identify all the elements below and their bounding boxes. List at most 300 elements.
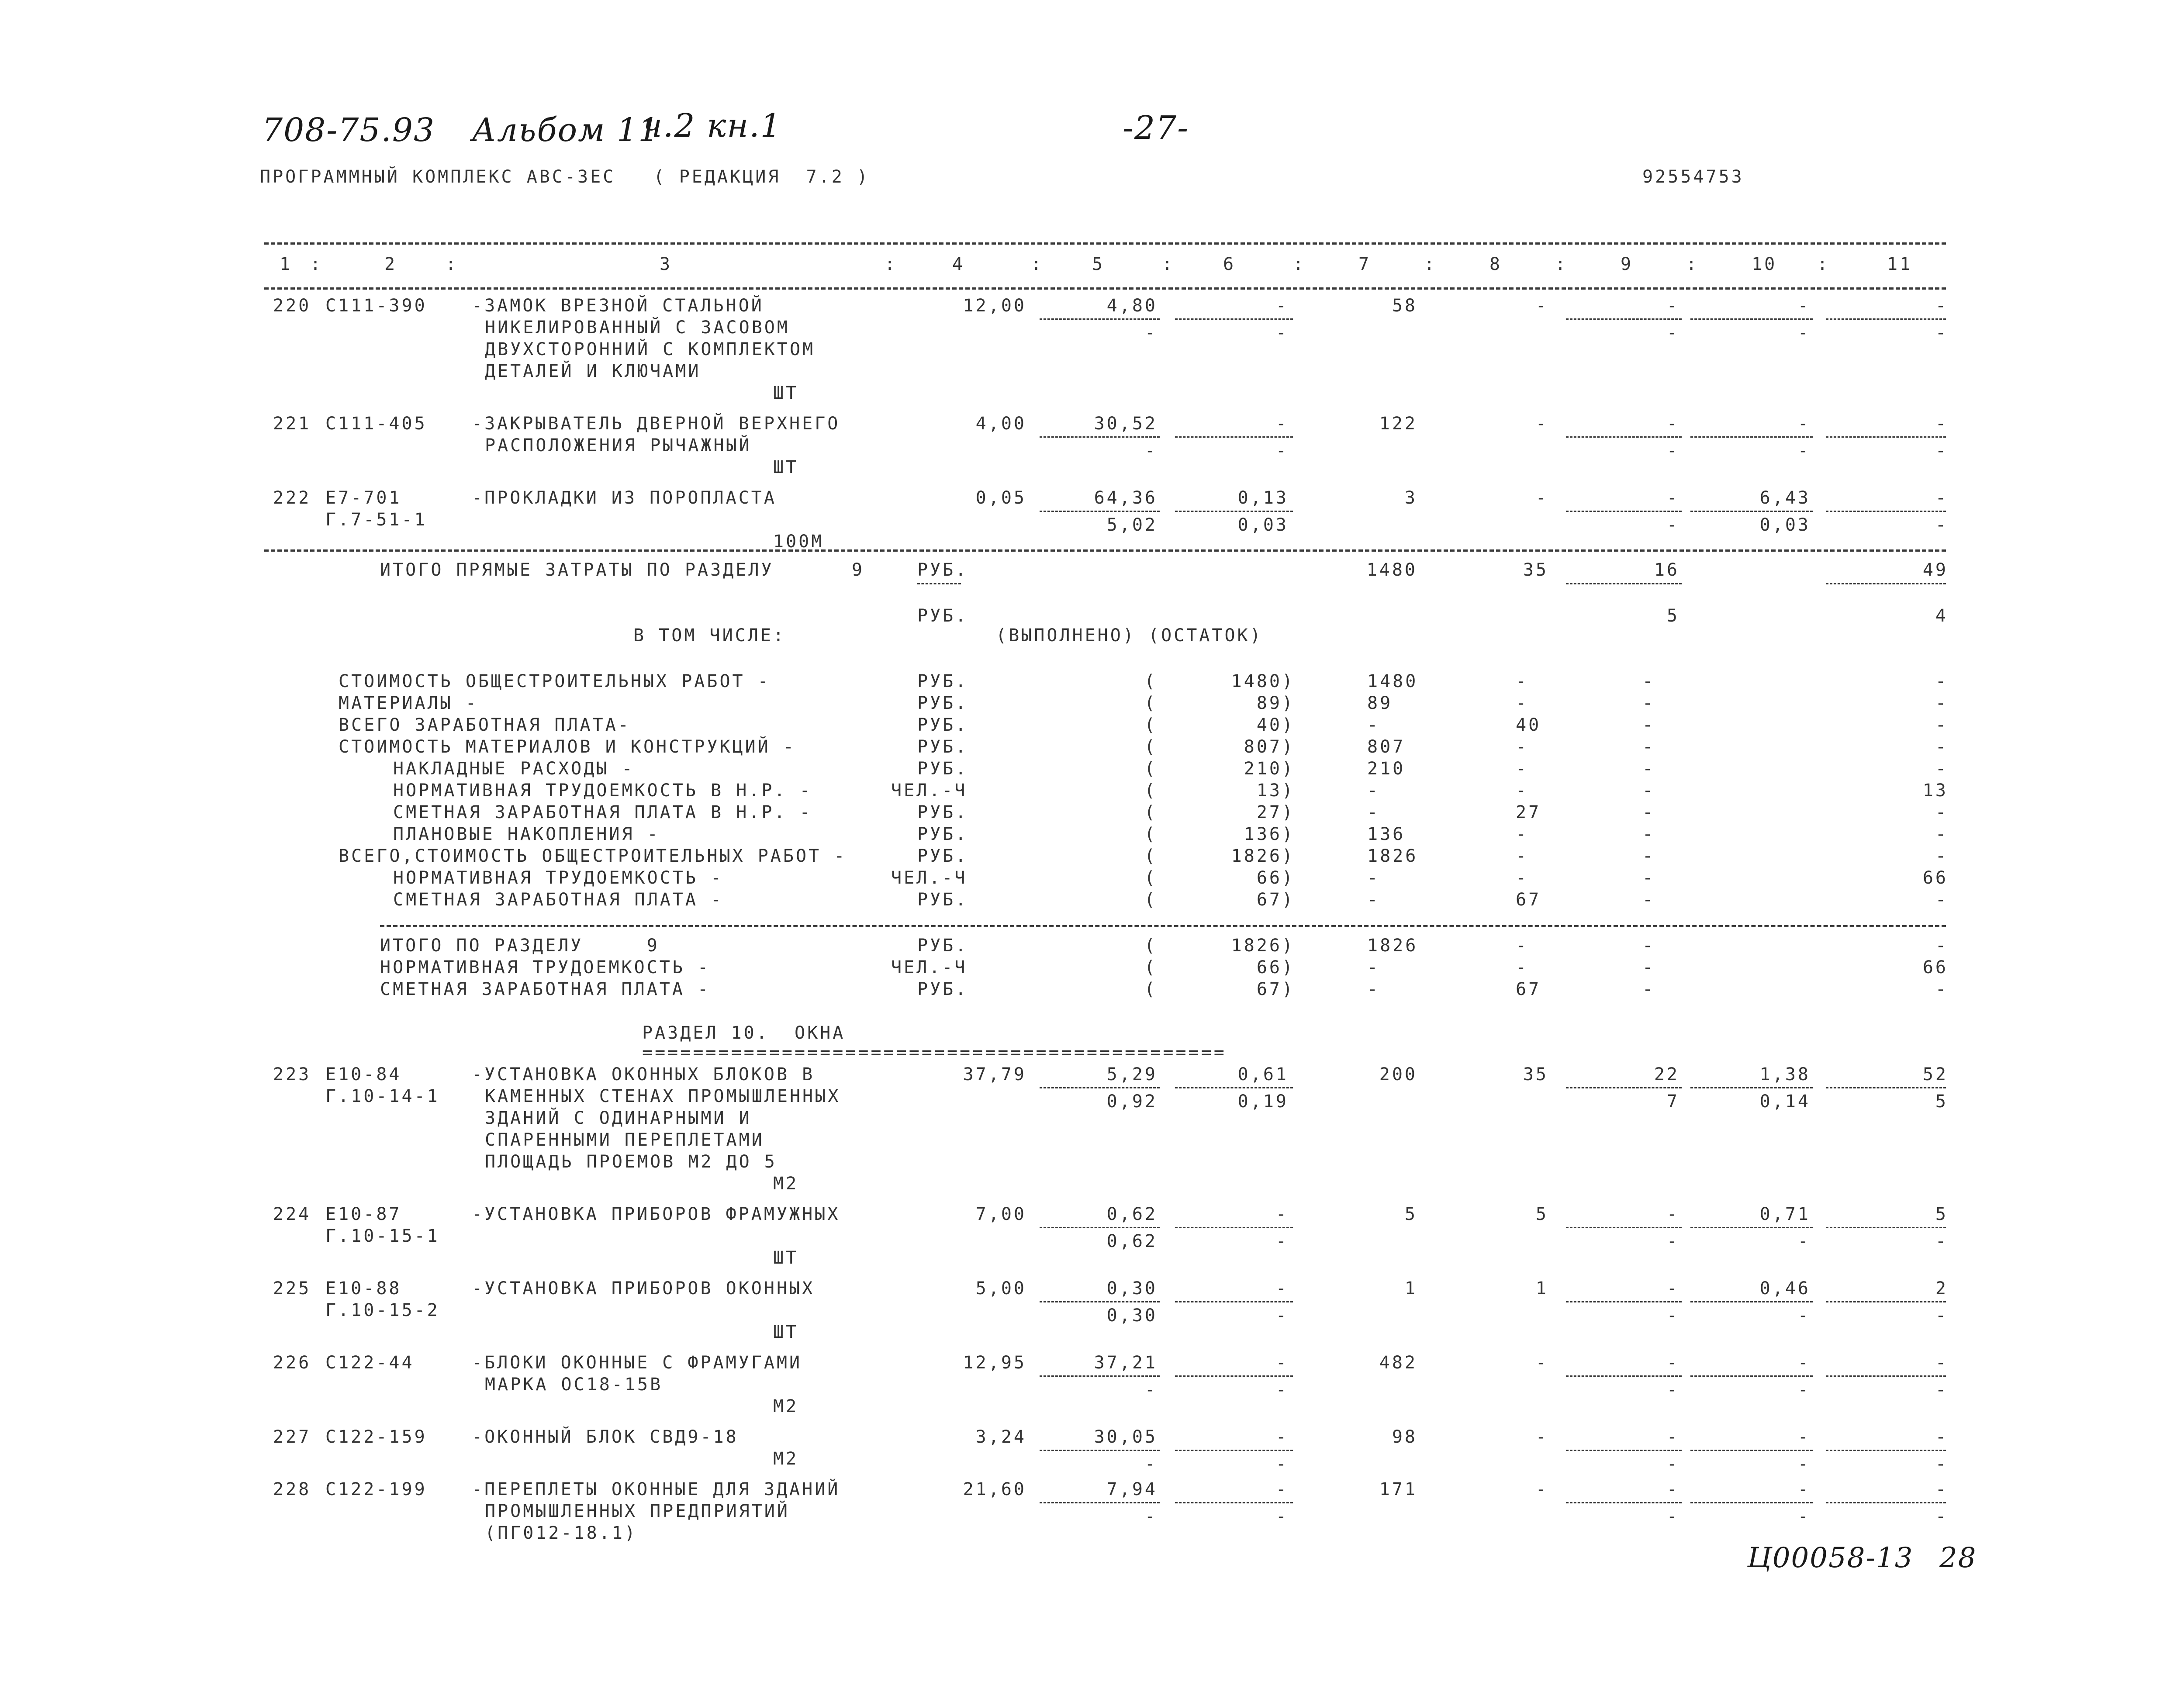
section-total-c9: - [1642,957,1655,978]
cell-separator [1175,1227,1293,1228]
cell-c10: - [1797,296,1811,316]
item-description-line: -УСТАНОВКА ПРИБОРОВ ОКОННЫХ [472,1278,815,1299]
total-c7: 1480 [1366,560,1417,580]
cell-b6: - [1275,1454,1289,1474]
cell-c5: 30,52 [1094,414,1158,434]
section-total-unit: ЧЕЛ.-Ч [891,957,968,978]
cell-c10: 6,43 [1759,488,1811,508]
paren-close: ) [1282,868,1295,888]
section-total-c8: - [1516,936,1529,956]
paren-open: ( [1144,824,1158,844]
breakdown-done: 136 [1244,824,1282,844]
handwritten-stamp: Ц00058-13 [1747,1542,1914,1574]
item-unit: М2 [773,1449,799,1469]
breakdown-unit: РУБ. [917,802,968,822]
column-separator: : [1293,254,1306,274]
item-unit: М2 [773,1174,799,1194]
cell-separator [1040,511,1160,512]
breakdown-c9: - [1642,802,1655,822]
item-number: 228 [273,1479,311,1499]
cell-c11: 5 [1935,1204,1948,1224]
paren-close: ) [1282,715,1295,735]
cell-c10: - [1797,414,1811,434]
cell-b10: - [1797,323,1811,343]
column-separator: : [1162,254,1175,274]
column-header-7: 7 [1358,254,1372,274]
section-total-done: 67 [1256,979,1282,999]
item-description-line: РАСПОЛОЖЕНИЯ РЫЧАЖНЫЙ [485,435,752,456]
cell-c8: 35 [1523,1064,1548,1085]
breakdown-c8: 27 [1516,802,1541,822]
breakdown-c7: 1826 [1367,846,1418,866]
breakdown-label: СМЕТНАЯ ЗАРАБОТНАЯ ПЛАТА В Н.Р. - [393,802,812,822]
breakdown-unit: РУБ. [917,693,968,713]
breakdown-c7: - [1367,802,1380,822]
cell-b11: - [1935,1506,1948,1527]
cell-c9: 22 [1654,1064,1679,1085]
cell-b9: - [1666,1506,1679,1527]
cell-c4: 12,00 [963,296,1026,316]
cell-c4: 4,00 [975,414,1026,434]
breakdown-c7: - [1367,715,1380,735]
paren-open: ( [1144,802,1158,822]
cell-separator [1826,583,1946,584]
cell-b6: - [1275,1306,1289,1326]
cell-c8: - [1535,414,1548,434]
paren-close: ) [1282,957,1295,978]
item-description-line: ЗДАНИЙ С ОДИНАРНЫМИ И [485,1108,752,1128]
breakdown-label: МАТЕРИАЛЫ - [339,693,478,713]
item-code: C122-159 [325,1427,427,1447]
cell-b5: - [1144,441,1158,461]
cell-c10: - [1797,1353,1811,1373]
cell-c5: 30,05 [1094,1427,1158,1447]
cell-c11: - [1935,1427,1948,1447]
item-code-2: Г.10-15-2 [325,1300,440,1320]
cell-c7: 58 [1392,296,1417,316]
cell-c5: 0,62 [1106,1204,1158,1224]
item-description-line: ПЛОЩАДЬ ПРОЕМОВ М2 ДО 5 [485,1152,777,1172]
breakdown-c11: - [1935,824,1948,844]
cell-separator [1690,1450,1813,1451]
cell-c8: - [1535,488,1548,508]
cell-b5: 0,62 [1106,1231,1158,1251]
item-code: E10-88 [325,1278,402,1299]
breakdown-c9: - [1642,715,1655,735]
cell-b5: - [1144,1454,1158,1474]
column-header-8: 8 [1489,254,1503,274]
column-header-1: 1 [280,254,293,274]
breakdown-c7: 210 [1367,759,1406,779]
cell-separator [1690,1087,1813,1088]
cell-c8: - [1535,1479,1548,1499]
cell-b6: 0,19 [1237,1092,1289,1112]
breakdown-c11: - [1935,846,1948,866]
cell-c8: - [1535,1353,1548,1373]
cell-c6: 0,13 [1237,488,1289,508]
cell-c6: - [1275,1204,1289,1224]
cell-b9: - [1666,515,1679,535]
total-c9: 16 [1654,560,1679,580]
paren-open: ( [1144,957,1158,978]
breakdown-c8: - [1516,671,1529,691]
breakdown-label: СТОИМОСТЬ ОБЩЕСТРОИТЕЛЬНЫХ РАБОТ - [339,671,771,691]
cell-separator [1566,1502,1682,1503]
cell-b5: - [1144,1506,1158,1527]
breakdown-c9: - [1642,759,1655,779]
cell-c4: 7,00 [975,1204,1026,1224]
item-unit: ШТ [773,1322,799,1342]
cell-b5: 0,92 [1106,1092,1158,1112]
cell-b5: - [1144,323,1158,343]
cell-c9: - [1666,1427,1679,1447]
cell-b10: - [1797,1231,1811,1251]
cell-separator [1826,1450,1946,1451]
item-description-line: -ЗАКРЫВАТЕЛЬ ДВЕРНОЙ ВЕРХНЕГО [472,414,840,434]
column-header-3: 3 [660,254,673,274]
breakdown-c9: - [1642,693,1655,713]
item-unit: ШТ [773,383,799,403]
cell-b9: - [1666,1231,1679,1251]
breakdown-unit: ЧЕЛ.-Ч [891,868,968,888]
cell-b6: - [1275,1231,1289,1251]
section-total-c8: - [1516,957,1529,978]
cell-c6: 0,61 [1237,1064,1289,1085]
paren-close: ) [1282,737,1295,757]
total-b9: 5 [1666,606,1679,626]
breakdown-c11: - [1935,737,1948,757]
breakdown-done: 66 [1256,868,1282,888]
cell-c11: - [1935,1479,1948,1499]
section-total-c11: - [1935,936,1948,956]
cell-separator [1040,1375,1160,1377]
item-number: 220 [273,296,311,316]
cell-b9: 7 [1666,1092,1679,1112]
breakdown-done: 40 [1256,715,1282,735]
breakdown-c9: - [1642,868,1655,888]
cell-separator [1566,1087,1682,1088]
item-description-line: МАРКА ОС18-15В [485,1375,663,1395]
breakdown-done: 89 [1256,693,1282,713]
breakdown-unit: РУБ. [917,846,968,866]
section-total-c7: - [1367,979,1380,999]
column-header-6: 6 [1223,254,1236,274]
breakdown-c11: - [1935,890,1948,910]
cell-separator [1826,318,1946,320]
breakdown-done: 27 [1256,802,1282,822]
cell-b10: - [1797,1380,1811,1400]
cell-separator [1175,1375,1293,1377]
cell-separator [1690,1375,1813,1377]
cell-separator [1175,318,1293,320]
cell-c4: 21,60 [963,1479,1026,1499]
breakdown-c8: - [1516,781,1529,801]
item-code: C122-44 [325,1353,415,1373]
column-header-4: 4 [952,254,965,274]
cell-c7: 1 [1404,1278,1417,1299]
cell-b11: - [1935,441,1948,461]
item-code: C111-390 [325,296,427,316]
cell-c5: 64,36 [1094,488,1158,508]
section-total-unit: РУБ. [917,936,968,956]
cell-separator [1566,318,1682,320]
breakdown-c7: - [1367,781,1380,801]
item-code: E7-701 [325,488,402,508]
cell-c4: 12,95 [963,1353,1026,1373]
cell-c10: 0,71 [1759,1204,1811,1224]
paren-open: ( [1144,846,1158,866]
total-direct-label: ИТОГО ПРЯМЫЕ ЗАТРАТЫ ПО РАЗДЕЛУ [380,560,774,580]
cell-b6: - [1275,1380,1289,1400]
handwritten-album: Альбом 11 [472,111,660,149]
breakdown-c8: - [1516,868,1529,888]
item-unit: ШТ [773,457,799,477]
item-unit: 100М [773,532,824,552]
cell-c8: - [1535,296,1548,316]
section-total-label: НОРМАТИВНАЯ ТРУДОЕМКОСТЬ - [380,957,711,978]
breakdown-c8: - [1516,737,1529,757]
cell-b6: - [1275,1506,1289,1527]
total-direct-unit-2: РУБ. [917,606,968,626]
cell-c5: 37,21 [1094,1353,1158,1373]
cell-separator [1690,1502,1813,1503]
cell-c5: 5,29 [1106,1064,1158,1085]
cell-b11: - [1935,323,1948,343]
cell-c9: - [1666,1479,1679,1499]
breakdown-unit: РУБ. [917,759,968,779]
cell-b9: - [1666,323,1679,343]
column-header-2: 2 [384,254,397,274]
section-total-c8: 67 [1516,979,1541,999]
cell-b10: - [1797,1306,1811,1326]
breakdown-c9: - [1642,890,1655,910]
cell-separator [1040,318,1160,320]
breakdown-c9: - [1642,781,1655,801]
unit-separator [917,583,961,584]
cell-c4: 0,05 [975,488,1026,508]
breakdown-unit: РУБ. [917,715,968,735]
breakdown-c11: - [1935,802,1948,822]
section-total-done: 66 [1256,957,1282,978]
cell-separator [1566,436,1682,438]
section-total-label: ИТОГО ПО РАЗДЕЛУ 9 [380,936,660,956]
column-separator: : [1555,254,1568,274]
item-unit: ШТ [773,1248,799,1268]
cell-c5: 4,80 [1106,296,1158,316]
paren-open: ( [1144,979,1158,999]
program-title: ПРОГРАММНЫЙ КОМПЛЕКС АВС-3ЕС ( РЕДАКЦИЯ 7.2 ) [260,167,870,187]
cell-c11: - [1935,1353,1948,1373]
total-direct-section: 9 [852,560,865,580]
cell-separator [1826,511,1946,512]
breakdown-c9: - [1642,737,1655,757]
paren-open: ( [1144,693,1158,713]
cell-separator [1175,1087,1293,1088]
item-unit: М2 [773,1396,799,1416]
paren-close: ) [1282,781,1295,801]
breakdown-c8: - [1516,759,1529,779]
cell-b11: - [1935,1380,1948,1400]
cell-b9: - [1666,1306,1679,1326]
section-total-done: 1826 [1231,936,1282,956]
cell-c9: - [1666,1204,1679,1224]
section-total-c7: 1826 [1367,936,1418,956]
total-c8: 35 [1523,560,1548,580]
paren-close: ) [1282,979,1295,999]
item-description-line: СПАРЕННЫМИ ПЕРЕПЛЕТАМИ [485,1130,764,1150]
cell-c10: - [1797,1479,1811,1499]
cell-separator [1175,511,1293,512]
cell-b10: 0,03 [1759,515,1811,535]
section-total-rule [380,925,1946,927]
paren-open: ( [1144,737,1158,757]
breakdown-unit: РУБ. [917,824,968,844]
cell-b10: 0,14 [1759,1092,1811,1112]
breakdown-label: СМЕТНАЯ ЗАРАБОТНАЯ ПЛАТА - [393,890,724,910]
cell-c4: 5,00 [975,1278,1026,1299]
total-direct-unit: РУБ. [917,560,968,580]
section-total-label: СМЕТНАЯ ЗАРАБОТНАЯ ПЛАТА - [380,979,711,999]
column-header-11: 11 [1887,254,1913,274]
breakdown-c9: - [1642,846,1655,866]
cell-b5: - [1144,1380,1158,1400]
cell-c5: 7,94 [1106,1479,1158,1499]
done-remaining-label: (ВЫПОЛНЕНО) (ОСТАТОК) [996,625,1263,646]
cell-c7: 200 [1379,1064,1417,1085]
handwritten-doc-code: 708-75.93 [262,111,435,149]
cell-c11: 52 [1922,1064,1948,1085]
section-total-c11: - [1935,979,1948,999]
column-separator: : [1817,254,1830,274]
breakdown-c7: 136 [1367,824,1406,844]
breakdown-c7: 1480 [1367,671,1418,691]
total-b11: 4 [1935,606,1948,626]
section-rule [264,549,1946,552]
cell-separator [1040,1087,1160,1088]
cell-separator [1566,1450,1682,1451]
doc-number: 92554753 [1642,167,1744,187]
breakdown-c11: - [1935,759,1948,779]
cell-c9: - [1666,1353,1679,1373]
breakdown-label: НОРМАТИВНАЯ ТРУДОЕМКОСТЬ В Н.Р. - [393,781,812,801]
cell-separator [1566,511,1682,512]
cell-separator [1826,1301,1946,1302]
cell-b11: - [1935,1306,1948,1326]
item-description-line: -БЛОКИ ОКОННЫЕ С ФРАМУГАМИ [472,1353,802,1373]
paren-open: ( [1144,671,1158,691]
item-description-line: -ОКОННЫЙ БЛОК СВД9-18 [472,1427,739,1447]
breakdown-c8: 40 [1516,715,1541,735]
cell-separator [1175,1502,1293,1503]
cell-separator [1175,1301,1293,1302]
section-total-c11: 66 [1922,957,1948,978]
item-description-line: -ПЕРЕПЛЕТЫ ОКОННЫЕ ДЛЯ ЗДАНИЙ [472,1479,840,1499]
cell-b11: - [1935,515,1948,535]
cell-b5: 0,30 [1106,1306,1158,1326]
cell-b10: - [1797,1506,1811,1527]
cell-c6: - [1275,1479,1289,1499]
handwritten-page-number: -27- [1123,109,1189,147]
paren-close: ) [1282,936,1295,956]
breakdown-label: ПЛАНОВЫЕ НАКОПЛЕНИЯ - [393,824,660,844]
cell-b9: - [1666,441,1679,461]
item-number: 225 [273,1278,311,1299]
paren-open: ( [1144,890,1158,910]
cell-separator [1690,511,1813,512]
including-label: В ТОМ ЧИСЛЕ: [633,625,786,646]
cell-c6: - [1275,1278,1289,1299]
cell-separator [1040,1502,1160,1503]
cell-c4: 3,24 [975,1427,1026,1447]
column-separator: : [1686,254,1699,274]
section-total-c7: - [1367,957,1380,978]
cell-c9: - [1666,296,1679,316]
cell-b9: - [1666,1454,1679,1474]
cell-separator [1040,1301,1160,1302]
item-code: E10-87 [325,1204,402,1224]
handwritten-part: ч.2 кн.1 [642,107,782,145]
cell-c7: 122 [1379,414,1417,434]
item-code: C111-405 [325,414,427,434]
breakdown-label: ВСЕГО ЗАРАБОТНАЯ ПЛАТА- [339,715,631,735]
cell-c6: - [1275,1353,1289,1373]
cell-c11: 2 [1935,1278,1948,1299]
cell-c9: - [1666,1278,1679,1299]
breakdown-done: 67 [1256,890,1282,910]
cell-separator [1690,318,1813,320]
paren-open: ( [1144,936,1158,956]
item-number: 224 [273,1204,311,1224]
item-code-2: Г.7-51-1 [325,510,427,530]
item-code-2: Г.10-15-1 [325,1226,440,1246]
cell-c11: - [1935,488,1948,508]
paren-close: ) [1282,802,1295,822]
cell-c8: - [1535,1427,1548,1447]
breakdown-unit: РУБ. [917,890,968,910]
breakdown-c8: - [1516,693,1529,713]
column-separator: : [1424,254,1437,274]
breakdown-done: 210 [1244,759,1282,779]
item-description-line: ПРОМЫШЛЕННЫХ ПРЕДПРИЯТИЙ [485,1501,790,1521]
cell-separator [1690,1301,1813,1302]
cell-c7: 482 [1379,1353,1417,1373]
section-total-unit: РУБ. [917,979,968,999]
cell-separator [1826,1227,1946,1228]
breakdown-c8: 67 [1516,890,1541,910]
item-description-line: (ПГ012-18.1) [485,1523,637,1543]
item-number: 223 [273,1064,311,1085]
cell-c11: - [1935,296,1948,316]
paren-close: ) [1282,890,1295,910]
breakdown-c9: - [1642,824,1655,844]
breakdown-c8: - [1516,846,1529,866]
breakdown-c7: - [1367,890,1380,910]
paren-close: ) [1282,693,1295,713]
cell-separator [1690,1227,1813,1228]
item-code: C122-199 [325,1479,427,1499]
cell-c7: 98 [1392,1427,1417,1447]
breakdown-done: 807 [1244,737,1282,757]
cell-b10: - [1797,1454,1811,1474]
item-description-line: НИКЕЛИРОВАННЫЙ С ЗАСОВОМ [485,318,790,338]
breakdown-unit: ЧЕЛ.-Ч [891,781,968,801]
cell-c6: - [1275,414,1289,434]
item-description-line: КАМЕННЫХ СТЕНАХ ПРОМЫШЛЕННЫХ [485,1086,841,1106]
cell-c10: - [1797,1427,1811,1447]
paren-close: ) [1282,671,1295,691]
item-number: 226 [273,1353,311,1373]
handwritten-stamp-page: 28 [1939,1542,1977,1574]
